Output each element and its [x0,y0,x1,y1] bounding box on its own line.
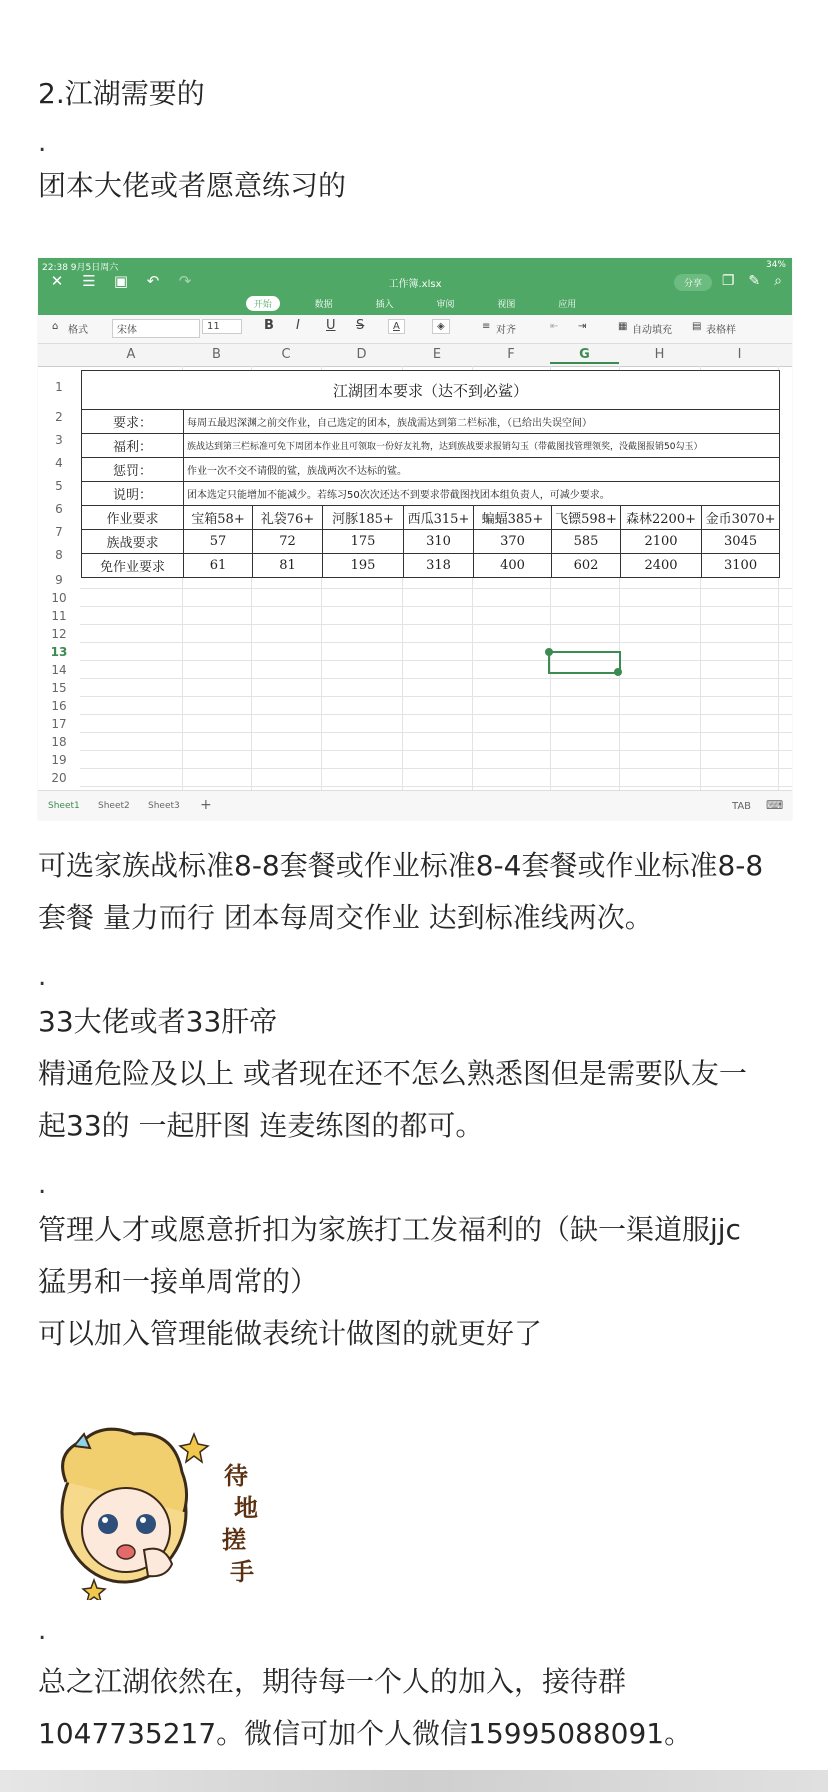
sheet-tab[interactable]: Sheet2 [98,801,130,811]
paragraph-admin-line2: 猛男和一接单周常的） [38,1265,319,1298]
paragraph-raid-players: 团本大佬或者愿意练习的 [38,169,347,202]
table-style-button[interactable]: 表格样 [706,325,736,336]
table-style-icon[interactable]: ▤ [692,321,702,332]
close-icon[interactable]: ✕ [50,272,64,290]
keyboard-icon[interactable]: ⌨ [766,798,784,812]
tab-review[interactable]: 审阅 [436,300,455,310]
tab-view[interactable]: 视图 [497,300,516,310]
column-header-selected[interactable]: G [550,347,619,364]
strike-button[interactable]: S [356,318,365,333]
grid-line [80,678,792,679]
family-battle-cell[interactable]: 585 [552,530,621,554]
row-header[interactable]: 16 [51,699,67,713]
exempt-cell[interactable]: 195 [323,554,404,578]
row-header[interactable]: 19 [51,753,67,767]
separator-dot: . [38,962,47,992]
paragraph-admin-line3: 可以加入管理能做表统计做图的就更好了 [38,1317,543,1350]
column-header[interactable]: H [654,347,665,362]
column-header[interactable]: A [126,347,136,362]
italic-button[interactable]: I [296,318,300,333]
section-heading: 2.江湖需要的 [38,77,205,110]
row-header[interactable]: 6 [55,502,63,516]
sticker-caption-1: 期 [236,1429,263,1459]
tab-insert[interactable]: 插入 [375,300,394,310]
column-header[interactable]: C [281,347,291,362]
note-text[interactable]: 族战达到第三栏标准可免下周团本作业且可领取一份好友礼物，达到族战要求报销勾玉（带截图找管理领奖，没截图报销50勾玉） [184,434,780,458]
sheet-tab[interactable]: Sheet3 [148,801,180,811]
requirement-header-cell[interactable]: 森林2200+ [621,506,702,530]
note-text[interactable]: 团本选定只能增加不能减少。若练习50次次还达不到要求带截图找团本组负责人，可减少要求。 [184,482,780,506]
undo-icon[interactable]: ↶ [146,272,160,290]
sticker-caption-3: 地 [234,1494,258,1522]
paragraph-closing-line2: 1047735217。微信可加个人微信15995088091。 [38,1717,693,1750]
requirement-header-cell[interactable]: 蝙蝠385+ [474,506,552,530]
note-label[interactable]: 福利： [82,434,184,458]
row-header[interactable]: 15 [51,681,67,695]
paragraph-admin-line1: 管理人才或愿意折扣为家族打工发福利的（缺一渠道服jjc [38,1213,741,1246]
grid-line [80,696,792,697]
status-time: 22:38 9月5日周六 [42,263,119,273]
exempt-cell[interactable]: 318 [404,554,474,578]
note-label[interactable]: 惩罚： [82,458,184,482]
requirement-header-cell[interactable]: 金币3070+ [702,506,780,530]
requirement-header-cell[interactable]: 河豚185+ [323,506,404,530]
row-header[interactable]: 5 [55,479,63,493]
exempt-label[interactable]: 免作业要求 [82,554,184,578]
sheet-tab-active[interactable]: Sheet1 [48,801,80,811]
paragraph-33-line1: 精通危险及以上 或者现在还不怎么熟悉图但是需要队友一 [38,1057,747,1090]
requirement-header-label[interactable]: 作业要求 [82,506,184,530]
indent-increase-icon[interactable]: ⇥ [578,321,587,332]
column-header[interactable]: D [356,347,367,362]
selection-handle[interactable] [614,668,622,676]
family-battle-cell[interactable]: 370 [474,530,552,554]
grid-line [80,624,792,625]
search-icon[interactable]: ⌕ [774,273,782,289]
row-header[interactable]: 12 [51,627,67,641]
bold-button[interactable]: B [264,318,274,333]
tab-apps[interactable]: 应用 [558,300,577,310]
format-toolbar [38,315,792,344]
paragraph-33-line2: 起33的 一起肝图 连麦练图的都可。 [38,1109,484,1142]
format-brush-icon[interactable]: ⌂ [52,321,59,332]
family-battle-cell[interactable]: 175 [323,530,404,554]
app-topbar [38,258,792,315]
grid-line [80,714,792,715]
row-header[interactable]: 1 [55,380,63,394]
family-battle-cell[interactable]: 72 [253,530,323,554]
grid-line [80,750,792,751]
fill-color-icon[interactable]: ◈ [432,319,450,334]
family-battle-cell[interactable]: 310 [404,530,474,554]
row-header[interactable]: 17 [51,717,67,731]
sticker-caption-4: 搓 [222,1526,246,1554]
redo-icon[interactable]: ↷ [178,272,192,290]
align-icon[interactable]: ≡ [482,321,491,332]
note-text[interactable]: 作业一次不交不请假的鲨，族战两次不达标的鲨。 [184,458,780,482]
separator-dot: . [38,1170,47,1200]
selected-cell[interactable] [548,651,621,674]
paragraph-options-line1: 可选家族战标准8-8套餐或作业标准8-4套餐或作业标准8-8 [38,849,764,882]
note-label[interactable]: 说明： [82,482,184,506]
font-size-select[interactable]: 11 [202,319,242,334]
pen-icon[interactable]: ✎ [748,273,761,289]
copy-icon[interactable]: ❐ [721,273,735,289]
status-battery: 34% [765,260,786,270]
requirement-header-cell[interactable]: 礼袋76+ [253,506,323,530]
row-header[interactable]: 10 [51,591,67,605]
ribbon-tabs [38,296,792,311]
table-title[interactable]: 江湖团本要求（达不到必鲨） [82,371,780,410]
family-battle-cell[interactable]: 57 [184,530,253,554]
tab-home[interactable]: 开始 [246,296,280,311]
requirement-header-cell[interactable]: 宝箱58+ [184,506,253,530]
tab-key-button[interactable]: TAB [732,801,752,812]
row-header[interactable]: 18 [51,735,67,749]
format-button[interactable]: 格式 [68,325,88,336]
font-color-button[interactable]: A [388,319,405,334]
align-button[interactable]: 对齐 [496,325,516,336]
row-header[interactable]: 7 [55,525,63,539]
file-title: 工作簿.xlsx [388,279,442,290]
selection-handle[interactable] [545,648,553,656]
exempt-cell[interactable]: 61 [184,554,253,578]
exempt-cell[interactable]: 602 [552,554,621,578]
row-header[interactable]: 20 [51,771,67,785]
next-image-edge [0,1770,828,1792]
row-header[interactable]: 3 [55,433,63,447]
sticker-caption-2: 待 [224,1462,248,1490]
paragraph-33-title: 33大佬或者33肝帝 [38,1005,278,1038]
row-header[interactable]: 14 [51,663,67,677]
family-battle-cell[interactable]: 2100 [621,530,702,554]
column-header[interactable]: B [212,347,221,362]
separator-dot: . [38,1616,47,1646]
paragraph-options-line2: 套餐 量力而行 团本每周交作业 达到标准线两次。 [38,901,653,934]
column-header[interactable]: I [737,347,742,362]
autofill-button[interactable]: 自动填充 [632,325,672,336]
note-text[interactable]: 每周五最迟深渊之前交作业，自己选定的团本，族战需达到第二栏标准，（已给出失误空间） [184,410,780,434]
family-battle-cell[interactable]: 3045 [702,530,780,554]
font-select[interactable]: 宋体 [112,319,200,338]
row-header[interactable]: 4 [55,456,63,470]
share-button[interactable]: 分享 [674,274,712,291]
underline-button[interactable]: U [326,318,336,333]
row-header-selected[interactable]: 13 [50,645,68,659]
anime-sticker-image [44,1412,264,1600]
exempt-cell[interactable]: 81 [253,554,323,578]
menu-icon[interactable]: ☰ [82,272,96,290]
grid-line [80,606,792,607]
grid-line [80,660,792,661]
autofill-icon[interactable]: ▦ [618,321,628,332]
spreadsheet-screenshot [38,258,792,820]
exempt-cell[interactable]: 3100 [702,554,780,578]
row-header[interactable]: 8 [55,548,63,562]
grid-line [80,588,792,589]
requirement-header-cell[interactable]: 飞镖598+ [552,506,621,530]
family-battle-label[interactable]: 族战要求 [82,530,184,554]
exempt-cell[interactable]: 400 [474,554,552,578]
indent-decrease-icon[interactable]: ⇤ [550,321,559,332]
row-header[interactable]: 2 [55,410,63,424]
column-headers [38,344,792,367]
requirement-header-cell[interactable]: 西瓜315+ [404,506,474,530]
sheet-tab-bar [38,790,792,820]
row-header[interactable]: 11 [51,609,67,623]
save-icon[interactable]: ▣ [113,272,129,290]
sticker-caption-5: 手 [230,1558,254,1586]
grid-line [80,642,792,643]
separator-dot: . [38,128,47,158]
note-label[interactable]: 要求： [82,410,184,434]
tab-data[interactable]: 数据 [314,300,333,310]
raid-requirements-table [81,370,780,578]
column-header[interactable]: E [432,347,442,362]
row-header[interactable]: 9 [55,573,63,587]
add-sheet-button[interactable]: + [200,797,212,813]
paragraph-closing-line1: 总之江湖依然在，期待每一个人的加入，接待群 [38,1665,627,1698]
grid-line [80,786,792,787]
grid-line [80,732,792,733]
column-header[interactable]: F [507,347,515,362]
grid-line [80,768,792,769]
exempt-cell[interactable]: 2400 [621,554,702,578]
